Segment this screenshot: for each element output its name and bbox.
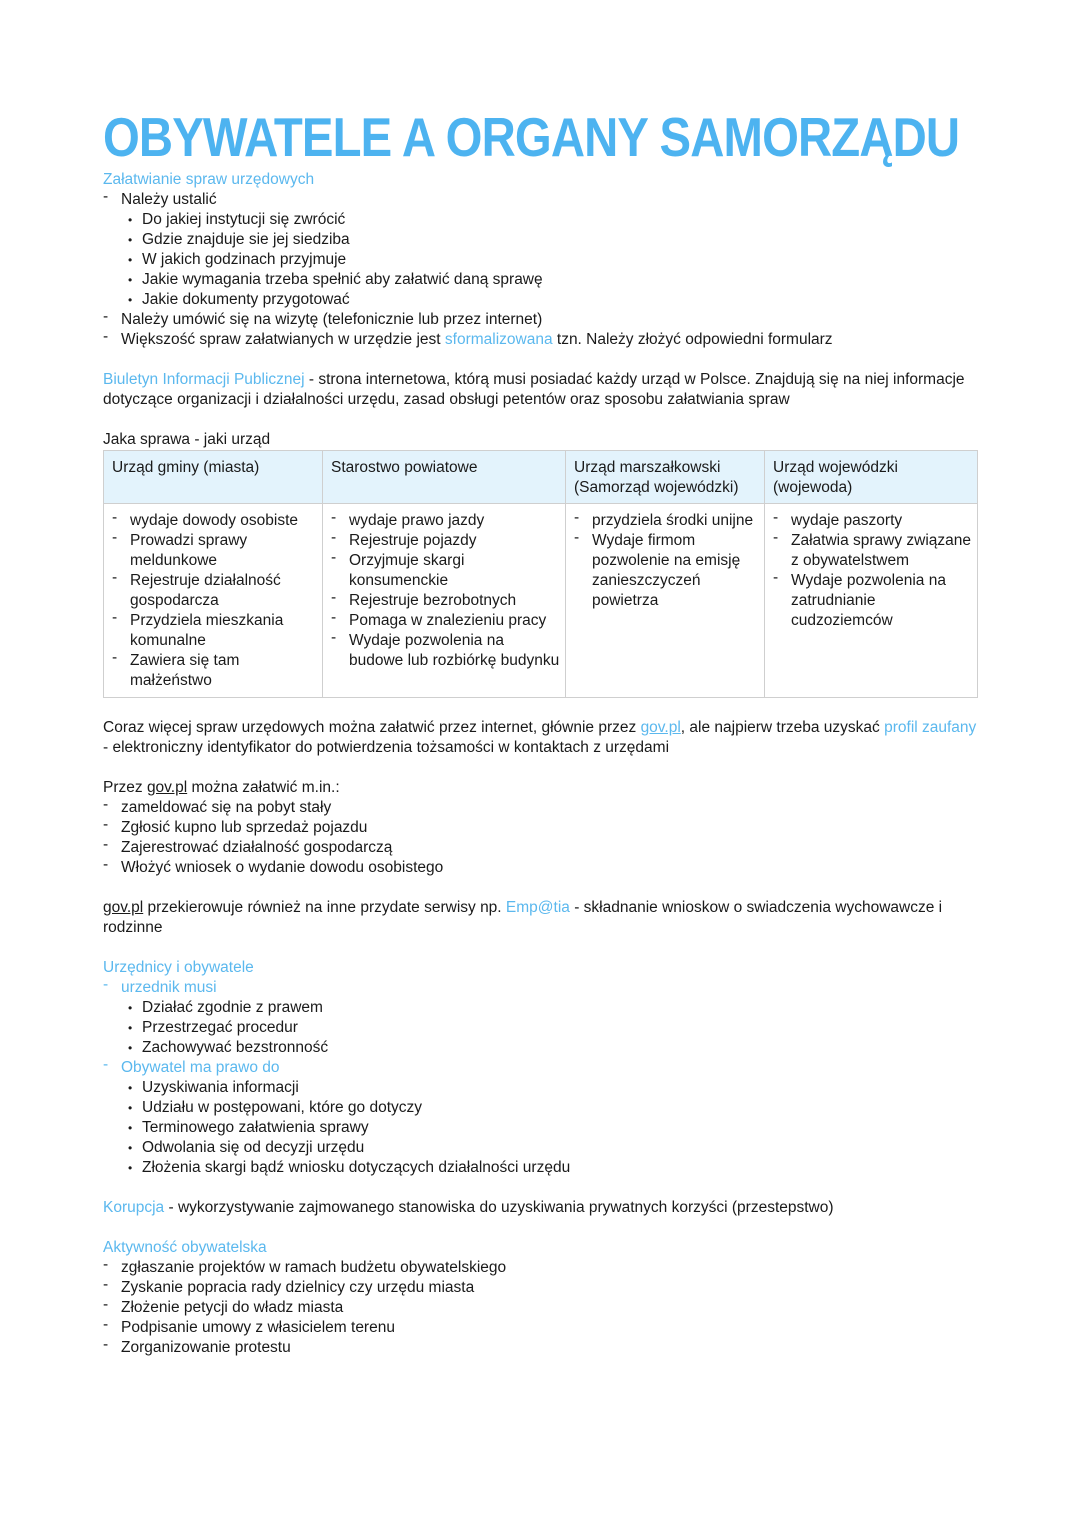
- officials-list: [103, 978, 983, 1178]
- term-highlight: sformalizowana: [444, 331, 553, 348]
- text-run: można załatwić m.in.:: [187, 779, 340, 796]
- sublist-item: • Uzyskiwania informacji: [128, 1078, 983, 1098]
- list-item-text: Należy ustalić: [121, 191, 217, 208]
- sublist-item: • Gdzie znajduje sie jej siedziba: [128, 230, 983, 250]
- cell-item: - wydaje prawo jazdy: [331, 511, 561, 531]
- text-run: - wykorzystywanie zajmowanego stanowiska do uzyskiwania prywatnych korzyści (przestepstwo): [164, 1199, 834, 1216]
- text-run: przekierowuje również na inne przydate serwisy np.: [143, 899, 506, 916]
- text-run: , ale najpierw trzeba uzyskać: [680, 719, 885, 736]
- cell-item: - Zawiera się tam małżeństwo: [112, 651, 318, 691]
- list-item: - Należy umówić się na wizytę (telefonicznie lub przez internet): [103, 310, 983, 330]
- affairs-list: [103, 190, 983, 350]
- cell-item: - Rejestruje bezrobotnych: [331, 591, 561, 611]
- list-item: [103, 330, 983, 350]
- cell-item: - Przydziela mieszkania komunalne: [112, 611, 318, 651]
- redirect-paragraph: [103, 898, 983, 938]
- list-item: [103, 190, 983, 310]
- cell-item: - Wydaje pozwolenia na zatrudnianie cudzoziemców: [773, 571, 973, 631]
- sublist-item: • Zachowywać bezstronność: [128, 1038, 983, 1058]
- cell-item: - Rejestruje działalność gospodarcza: [112, 571, 318, 611]
- text-run: tzn. Należy złożyć odpowiedni formularz: [552, 331, 833, 348]
- bip-paragraph: [103, 370, 983, 410]
- list-item: - Zyskanie popracia rady dzielnicy czy urzędu miasta: [103, 1278, 983, 1298]
- list-item-text: Obywatel ma prawo do: [121, 1059, 280, 1076]
- table-header-cell: Urząd wojewódzki (wojewoda): [765, 451, 978, 504]
- list-item: - Zgłosić kupno lub sprzedaż pojazdu: [103, 818, 983, 838]
- cell-item: - wydaje paszorty: [773, 511, 973, 531]
- list-item: - Włożyć wniosek o wydanie dowodu osobistego: [103, 858, 983, 878]
- list-item: [103, 978, 983, 1058]
- text-run: - składnanie wnioskow o swiadczenia wychowawcze i rodzinne: [103, 899, 943, 936]
- term-highlight: Biuletyn Informacji Publicznej: [103, 371, 305, 388]
- table-cell: [104, 504, 323, 698]
- cell-item: - przydziela środki unijne: [574, 511, 760, 531]
- must-sublist: [103, 998, 983, 1058]
- cell-item: - wydaje dowody osobiste: [112, 511, 318, 531]
- govpl-link[interactable]: gov.pl: [146, 779, 188, 796]
- table-cell: [765, 504, 978, 698]
- sublist-item: • W jakich godzinach przyjmuje: [128, 250, 983, 270]
- cell-item: - Prowadzi sprawy meldunkowe: [112, 531, 318, 571]
- table-header-cell: Starostwo powiatowe: [323, 451, 566, 504]
- text-run: - strona internetowa, którą musi posiadać każdy urząd w Polsce. Znajdują się na niej informacje dotyczące organizacji i działalności urzędu, zasad obsługi petentów oraz sposobu załatwiania spraw: [103, 371, 965, 408]
- sublist-item: • Jakie dokumenty przygotować: [128, 290, 983, 310]
- govpl-list: [103, 798, 983, 878]
- activity-list: [103, 1258, 983, 1358]
- section-heading-activity: Aktywność obywatelska: [103, 1239, 267, 1256]
- list-item: - zameldować się na pobyt stały: [103, 798, 983, 818]
- list-item: - Zorganizowanie protestu: [103, 1338, 983, 1358]
- sublist-item: • Udziału w postępowani, które go dotyczy: [128, 1098, 983, 1118]
- page-title: OBYWATELE A ORGANY SAMORZĄDU: [103, 106, 960, 168]
- term-highlight: profil zaufany: [884, 719, 977, 736]
- list-item: - Złożenie petycji do władz miasta: [103, 1298, 983, 1318]
- sublist-item: • Jakie wymagania trzeba spełnić aby załatwić daną sprawę: [128, 270, 983, 290]
- cell-item: - Załatwia sprawy związane z obywatelstwem: [773, 531, 973, 571]
- term-highlight: Korupcja: [103, 1199, 165, 1216]
- table-header-cell: Urząd marszałkowski (Samorząd wojewódzki): [566, 451, 765, 504]
- sublist-item: • Działać zgodnie z prawem: [128, 998, 983, 1018]
- text-run: Coraz więcej spraw urzędowych można załatwić przez internet, głównie przez: [103, 719, 641, 736]
- table-header-cell: Urząd gminy (miasta): [104, 451, 323, 504]
- list-item: [103, 1058, 983, 1178]
- text-run: Większość spraw załatwianych w urzędzie jest: [121, 331, 445, 348]
- govpl-link[interactable]: gov.pl: [103, 899, 144, 916]
- offices-table: [103, 450, 978, 698]
- sublist-item: • Złożenia skargi bądź wniosku dotyczących działalności urzędu: [128, 1158, 983, 1178]
- list-item: - Zajerestrować działalność gospodarczą: [103, 838, 983, 858]
- govpl-intro: [103, 778, 983, 798]
- cell-item: - Rejestruje pojazdy: [331, 531, 561, 551]
- table-cell: [566, 504, 765, 698]
- document-page: [103, 108, 983, 1358]
- list-item-text: urzednik musi: [121, 979, 217, 996]
- cell-item: - Wydaje firmom pozwolenie na emisję zanieszczyczeń powietrza: [574, 531, 760, 611]
- sublist-item: • Do jakiej instytucji się zwrócić: [128, 210, 983, 230]
- sublist-item: • Odwolania się od decyzji urzędu: [128, 1138, 983, 1158]
- cell-item: - Wydaje pozwolenia na budowe lub rozbiórkę budynku: [331, 631, 561, 671]
- text-run: - elektroniczny identyfikator do potwierdzenia tożsamości w kontaktach z urzędami: [103, 739, 670, 756]
- list-item: - Podpisanie umowy z własicielem terenu: [103, 1318, 983, 1338]
- table-cell: [323, 504, 566, 698]
- govpl-link[interactable]: gov.pl: [640, 719, 681, 736]
- cell-item: - Orzyjmuje skargi konsumenckie: [331, 551, 561, 591]
- list-item: - zgłaszanie projektów w ramach budżetu obywatelskiego: [103, 1258, 983, 1278]
- online-paragraph: [103, 718, 983, 758]
- affairs-sublist: [103, 210, 983, 310]
- table-row: [104, 504, 978, 698]
- sublist-item: • Terminowego załatwienia sprawy: [128, 1118, 983, 1138]
- corruption-paragraph: [103, 1198, 983, 1218]
- rights-sublist: [103, 1078, 983, 1178]
- section-heading-officials: Urzędnicy i obywatele: [103, 959, 254, 976]
- sublist-item: • Przestrzegać procedur: [128, 1018, 983, 1038]
- table-caption: Jaka sprawa - jaki urząd: [103, 431, 271, 448]
- section-heading-affairs: Załatwianie spraw urzędowych: [103, 171, 315, 188]
- cell-item: - Pomaga w znalezieniu pracy: [331, 611, 561, 631]
- table-header-row: [104, 451, 978, 504]
- term-highlight: Emp@tia: [505, 899, 570, 916]
- text-run: Przez: [103, 779, 147, 796]
